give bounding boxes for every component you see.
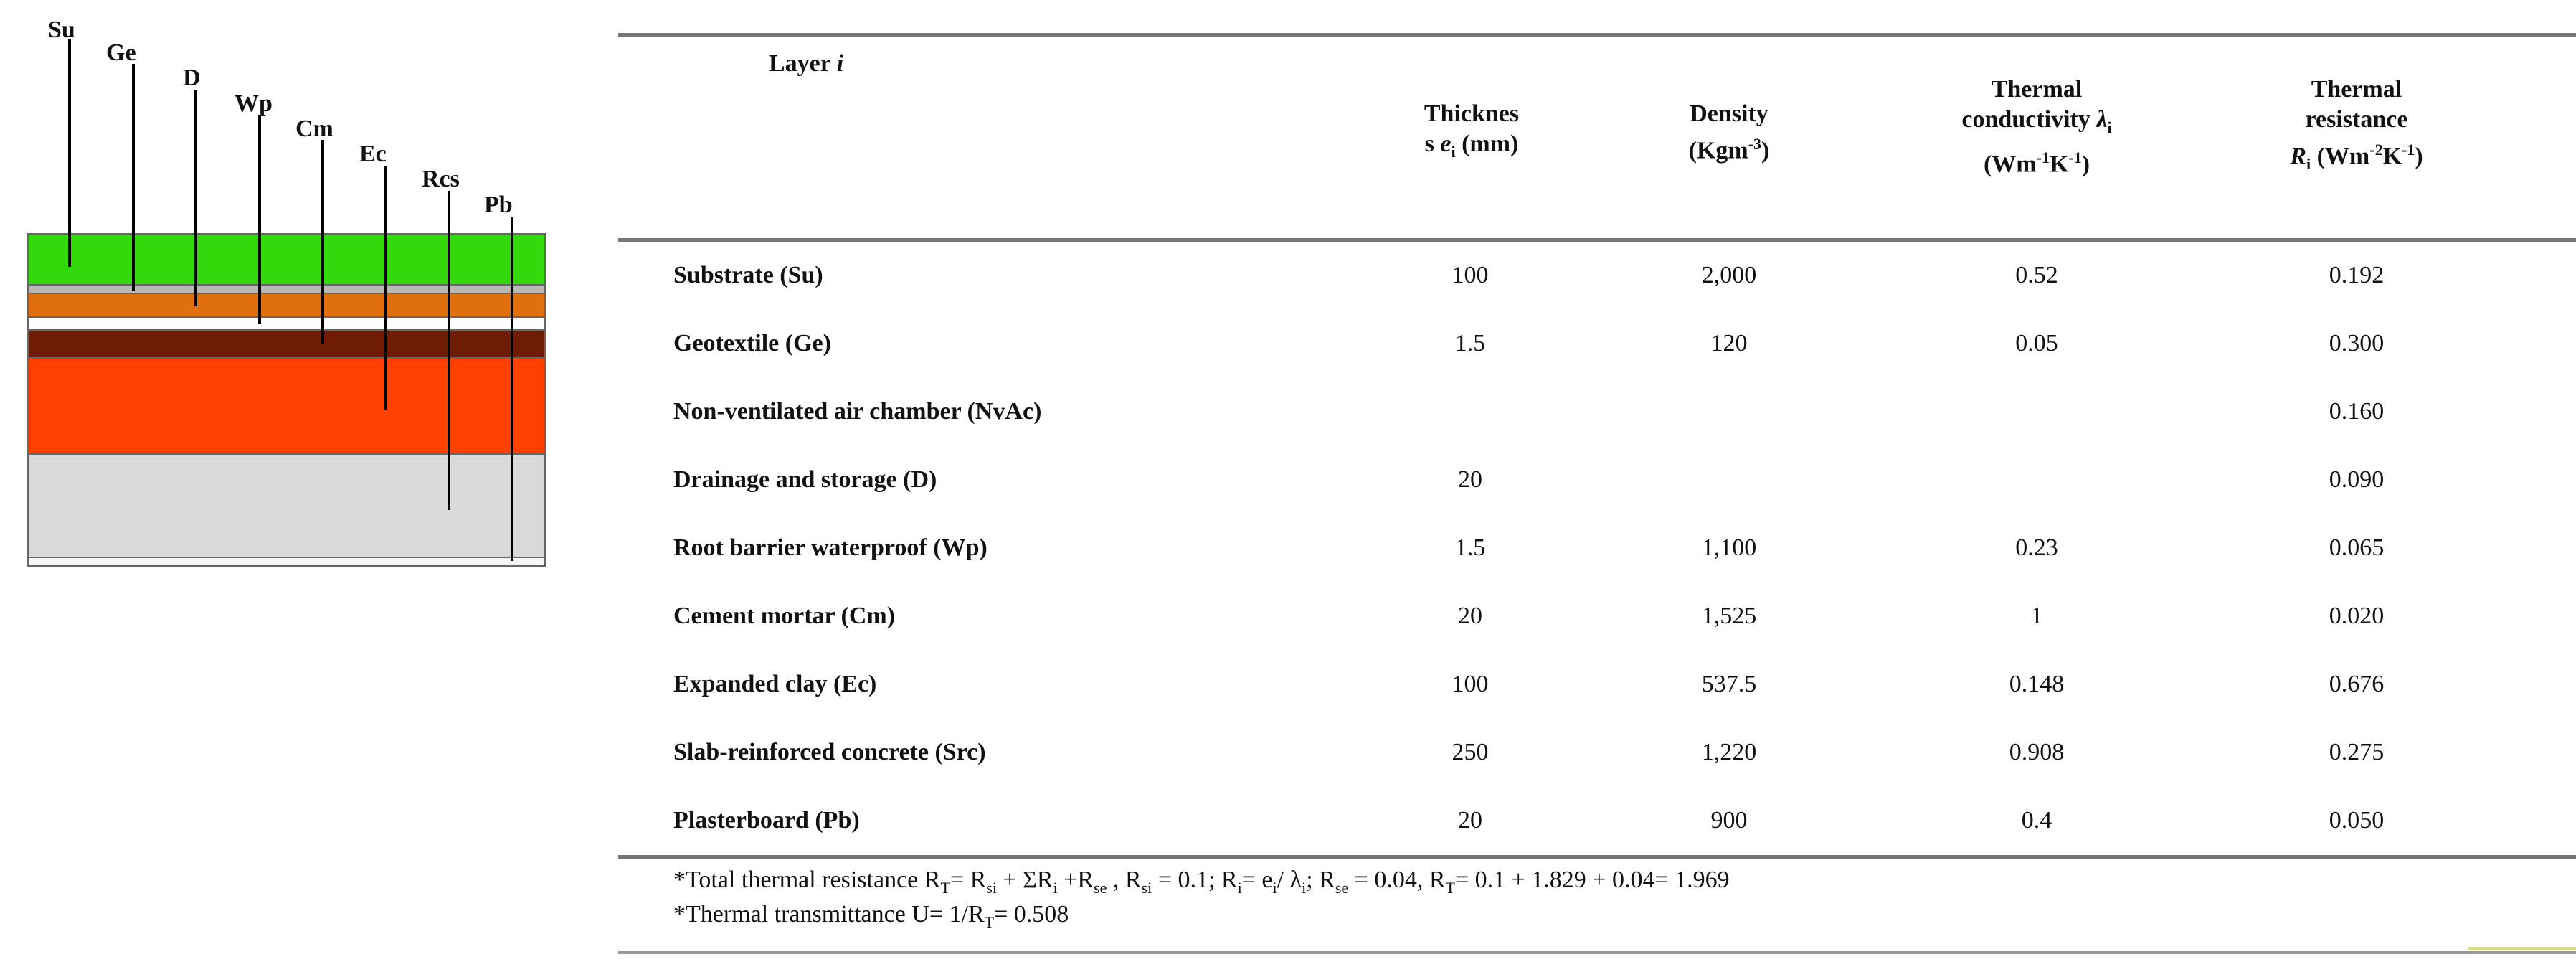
label-ge: Ge xyxy=(106,39,136,66)
cell-conductivity: 0.148 xyxy=(2009,671,2065,697)
header-text: Density xyxy=(1690,100,1768,127)
layer-stack xyxy=(28,234,545,566)
cell-resistance: 0.300 xyxy=(2329,330,2385,357)
header-text: Thicknes xyxy=(1424,100,1520,127)
cell-thickness: 20 xyxy=(1458,603,1482,629)
footnote-part: = 0.04, R xyxy=(1348,867,1446,893)
cell-thickness: 250 xyxy=(1452,739,1489,765)
cell-density: 1,100 xyxy=(1701,534,1757,561)
layer-plasterboard xyxy=(28,557,545,566)
header-sup: -2 xyxy=(2369,141,2383,159)
cell-resistance: 0.676 xyxy=(2329,671,2385,697)
label-cm: Cm xyxy=(295,115,333,142)
label-pb: Pb xyxy=(484,192,513,218)
label-wp: Wp xyxy=(235,90,273,117)
footer-rule xyxy=(618,855,2576,859)
green-roof-layer-diagram xyxy=(0,0,574,972)
cell-density: 2,000 xyxy=(1701,262,1757,288)
cell-thickness: 100 xyxy=(1452,262,1489,288)
header-text: (mm) xyxy=(1455,131,1519,157)
layer-waterproof xyxy=(28,317,545,330)
cell-layer: Non-ventilated air chamber (NvAc) xyxy=(673,398,1042,425)
header-thickness xyxy=(1393,99,1550,167)
layer-substrate xyxy=(28,234,545,285)
footnote xyxy=(673,901,1069,932)
cell-conductivity: 1 xyxy=(2030,603,2043,629)
footnote-part: i xyxy=(1237,878,1242,897)
top-rule xyxy=(618,33,2576,37)
cell-density: 900 xyxy=(1710,807,1748,834)
table-row xyxy=(618,651,2576,719)
cell-layer: Expanded clay (Ec) xyxy=(673,671,877,697)
footnote-part: T xyxy=(984,912,995,931)
header-text: resistance xyxy=(2305,106,2408,133)
cell-conductivity: 0.23 xyxy=(2015,534,2058,561)
footnote-part: = 0.1; R xyxy=(1152,867,1238,893)
header-text: Thermal xyxy=(2311,76,2402,103)
footnote-part: se xyxy=(1094,878,1107,897)
footnote-part: +R xyxy=(1057,867,1094,893)
header-text: ) xyxy=(2415,143,2423,170)
cell-resistance: 0.065 xyxy=(2329,534,2385,561)
layer-drainage xyxy=(28,293,545,317)
header-text: (Kgm xyxy=(1688,137,1748,164)
header-sub: i xyxy=(1451,142,1456,161)
footnote-part: si xyxy=(986,878,997,897)
header-text: (Wm xyxy=(2311,143,2370,170)
header-sup: -3 xyxy=(1748,135,1762,153)
footnote-part: / λ xyxy=(1277,867,1302,893)
header-text: s xyxy=(1424,131,1441,157)
cell-layer: Drainage and storage (D) xyxy=(673,466,937,493)
footnote-part: = e xyxy=(1241,867,1273,893)
header-density xyxy=(1657,99,1801,166)
footnote-part: i xyxy=(1302,878,1307,897)
cell-resistance: 0.160 xyxy=(2329,398,2385,425)
layer-cement-mortar xyxy=(28,330,545,358)
footnote-part: = 0.508 xyxy=(994,901,1069,928)
cell-resistance: 0.192 xyxy=(2329,262,2385,288)
label-ec: Ec xyxy=(359,141,387,167)
header-var: λ xyxy=(2096,106,2108,133)
header-var: i xyxy=(836,50,844,77)
header-sub: i xyxy=(2107,118,2112,136)
footnote-part: T xyxy=(940,878,950,897)
footnote-part: T xyxy=(1445,878,1455,897)
cell-conductivity: 0.52 xyxy=(2015,262,2058,288)
cell-layer: Geotextile (Ge) xyxy=(673,330,831,357)
layer-concrete xyxy=(28,454,545,557)
footnote-part: se xyxy=(1335,878,1349,897)
table-row xyxy=(618,446,2576,514)
cell-thickness: 100 xyxy=(1452,671,1489,697)
footnote-part: *Thermal transmittance U= 1/R xyxy=(673,901,985,928)
table-row xyxy=(618,378,2576,446)
header-text: K xyxy=(2382,143,2402,170)
header-text: conductivity xyxy=(1961,106,2097,133)
cell-density: 1,220 xyxy=(1701,739,1757,765)
table-row xyxy=(618,242,2576,310)
header-text: ) xyxy=(1761,137,1770,164)
header-sup: -1 xyxy=(2068,148,2082,166)
header-layer xyxy=(769,49,843,79)
cell-thickness: 20 xyxy=(1458,807,1482,834)
cell-resistance: 0.020 xyxy=(2329,603,2385,629)
cell-density: 1,525 xyxy=(1701,603,1757,629)
footnote xyxy=(673,867,1730,897)
bottom-rule xyxy=(618,951,2576,954)
label-rcs: Rcs xyxy=(422,166,460,192)
cell-density: 120 xyxy=(1710,330,1748,357)
footnote-part: i xyxy=(1272,878,1277,897)
cell-layer: Substrate (Su) xyxy=(673,262,823,288)
cell-resistance: 0.090 xyxy=(2329,466,2385,493)
footnote-part: , R xyxy=(1107,867,1142,893)
footnote-part: si xyxy=(1141,878,1152,897)
cell-thickness: 1.5 xyxy=(1454,330,1486,357)
cell-thickness: 1.5 xyxy=(1454,534,1486,561)
cell-layer: Root barrier waterproof (Wp) xyxy=(673,534,988,561)
label-d: D xyxy=(183,65,201,91)
header-text: ) xyxy=(2081,151,2090,178)
cell-layer: Cement mortar (Cm) xyxy=(673,603,896,629)
header-sup: -1 xyxy=(2402,141,2415,159)
table-row xyxy=(618,310,2576,378)
cell-resistance: 0.275 xyxy=(2329,739,2385,765)
cell-layer: Slab-reinforced concrete (Src) xyxy=(673,739,986,765)
header-text: Thermal xyxy=(1991,76,2083,103)
table-row xyxy=(618,582,2576,651)
decorative-line xyxy=(2468,947,2576,950)
header-sup: -1 xyxy=(2036,148,2050,166)
label-su: Su xyxy=(48,16,75,43)
footnote-part: = 0.1 + 1.829 + 0.04= 1.969 xyxy=(1454,867,1730,893)
header-text: K xyxy=(2049,151,2069,178)
footnote-part: = R xyxy=(950,867,987,893)
table-row xyxy=(618,514,2576,582)
header-var: e xyxy=(1440,131,1452,157)
header-text: (Wm xyxy=(1983,151,2037,178)
footnote-part: + ΣR xyxy=(996,867,1053,893)
table-row xyxy=(618,719,2576,787)
footnote-part: ; R xyxy=(1306,867,1335,893)
cell-resistance: 0.050 xyxy=(2329,807,2385,834)
layer-geotextile xyxy=(28,285,545,293)
header-resistance xyxy=(2249,75,2464,179)
cell-conductivity: 0.4 xyxy=(2021,807,2052,834)
cell-conductivity: 0.05 xyxy=(2015,330,2058,357)
table-row xyxy=(618,787,2576,855)
header-sub: i xyxy=(2306,155,2311,174)
cell-density: 537.5 xyxy=(1701,671,1757,697)
footnote-part: i xyxy=(1053,878,1058,897)
cell-layer: Plasterboard (Pb) xyxy=(673,807,860,834)
cell-conductivity: 0.908 xyxy=(2009,739,2065,765)
header-var: R xyxy=(2290,143,2306,170)
layer-expanded-clay xyxy=(28,358,545,454)
header-conductivity xyxy=(1929,75,2144,179)
header-text: Layer xyxy=(769,50,837,77)
cell-thickness: 20 xyxy=(1458,466,1482,493)
footnote-part: *Total thermal resistance R xyxy=(673,867,941,893)
